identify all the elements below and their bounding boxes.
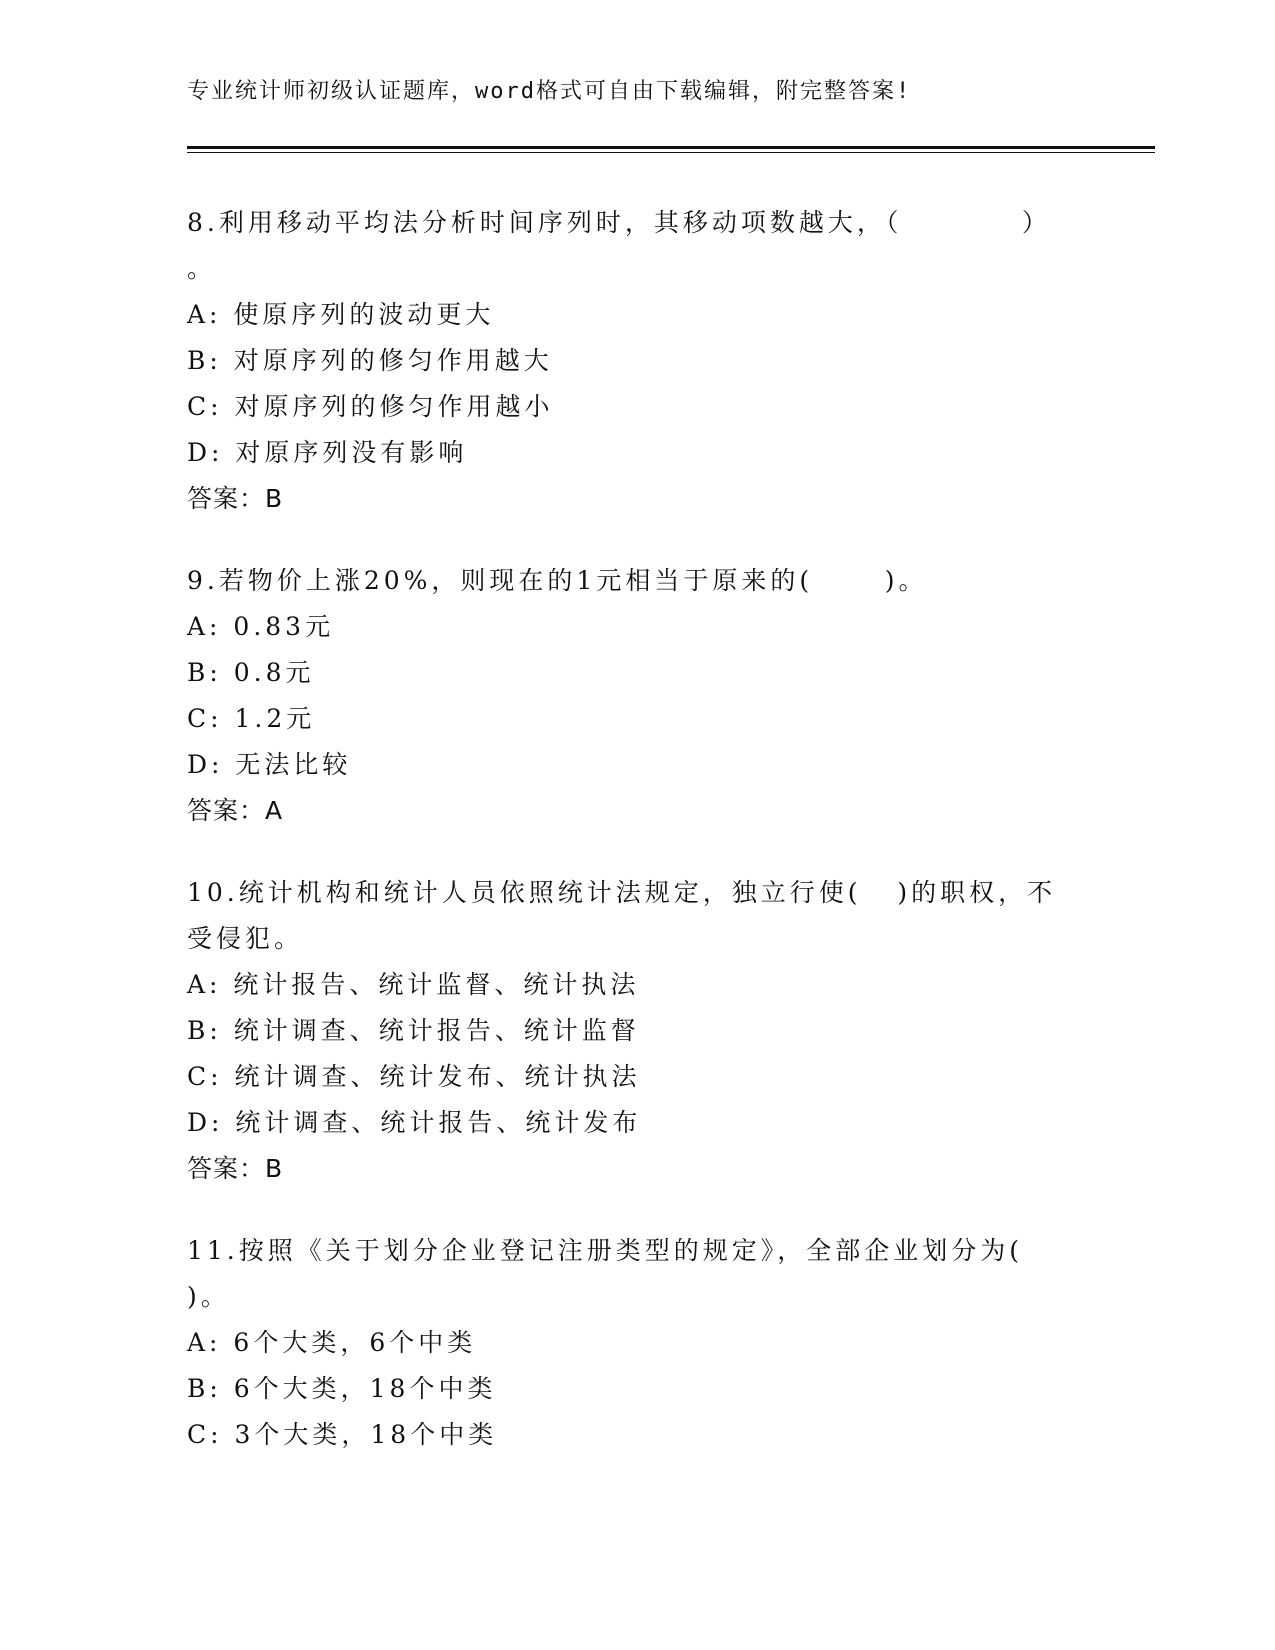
option-a: A: 6个大类，6个中类: [187, 1328, 477, 1357]
option-b: B: 6个大类，18个中类: [187, 1374, 497, 1403]
option-c: C: 1.2元: [187, 704, 316, 733]
answer: 答案：A: [187, 796, 284, 825]
option-b: B: 0.8元: [187, 658, 315, 687]
option-a: A: 统计报告、统计监督、统计执法: [187, 970, 640, 999]
header-rule-thick: [187, 146, 1155, 149]
option-b: B: 对原序列的修匀作用越大: [187, 346, 553, 375]
question-list: [187, 200, 1087, 1494]
question-11: [187, 1228, 1087, 1458]
option-c: C: 统计调查、统计发布、统计执法: [187, 1062, 641, 1091]
option-d: D: 无法比较: [187, 750, 352, 779]
page-header: 专业统计师初级认证题库，word格式可自由下载编辑，附完整答案!: [187, 79, 912, 104]
question-stem-continued: 受侵犯。: [187, 924, 304, 953]
question-8: [187, 200, 1087, 522]
option-c: C: 对原序列的修匀作用越小: [187, 392, 554, 421]
option-d: D: 对原序列没有影响: [187, 438, 468, 467]
question-stem: 8.利用移动平均法分析时间序列时，其移动项数越大，（ ）: [187, 208, 1051, 237]
header-rule-thin: [187, 152, 1155, 153]
question-stem-continued: 。: [187, 254, 217, 283]
option-b: B: 统计调查、统计报告、统计监督: [187, 1016, 640, 1045]
option-c: C: 3个大类，18个中类: [187, 1420, 498, 1449]
question-9: [187, 558, 1087, 834]
answer: 答案：B: [187, 484, 284, 513]
question-stem: 10.统计机构和统计人员依照统计法规定，独立行使( )的职权，不: [187, 878, 1057, 907]
question-stem-continued: )。: [187, 1282, 230, 1311]
question-10: [187, 870, 1087, 1192]
option-a: A: 使原序列的波动更大: [187, 300, 495, 329]
option-a: A: 0.83元: [187, 612, 335, 641]
question-stem: 9.若物价上涨20%，则现在的1元相当于原来的( )。: [187, 566, 928, 595]
question-stem: 11.按照《关于划分企业登记注册类型的规定》，全部企业划分为(: [187, 1236, 1024, 1265]
option-d: D: 统计调查、统计报告、统计发布: [187, 1108, 642, 1137]
answer: 答案：B: [187, 1154, 284, 1183]
